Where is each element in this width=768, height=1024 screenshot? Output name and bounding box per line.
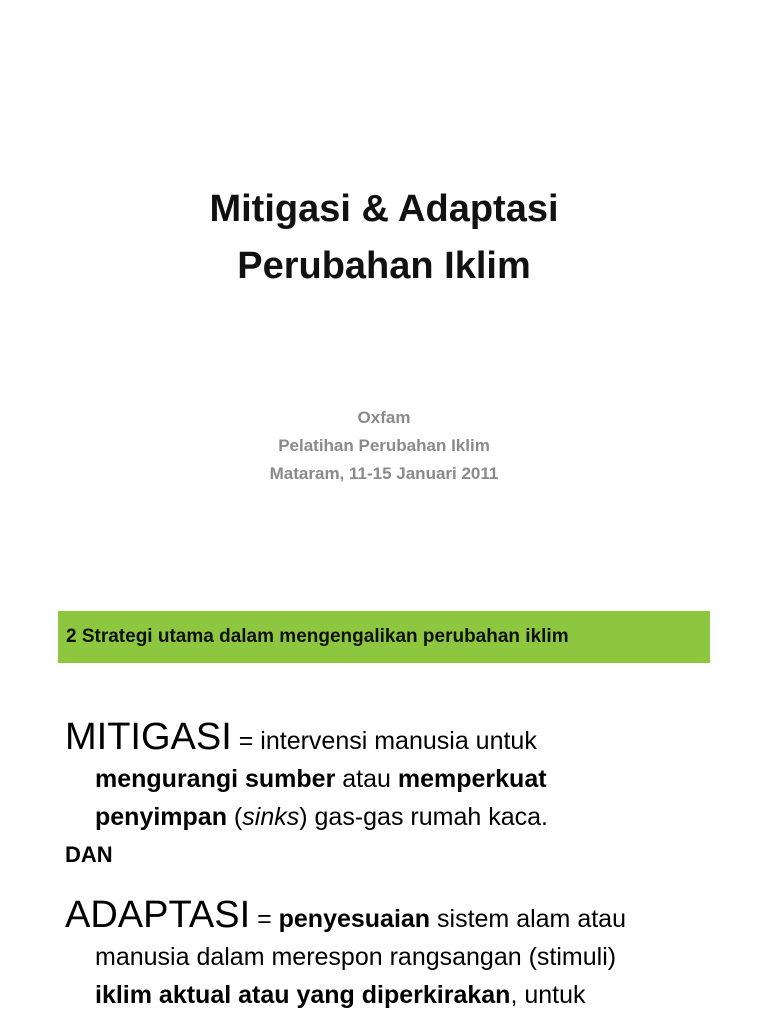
adaptasi-line-2: manusia dalam merespon rangsangan (stimuli)	[95, 943, 617, 971]
adaptasi-bold-1: penyesuaian	[278, 905, 431, 933]
mitigasi-line-2	[65, 760, 705, 798]
mitigasi-tail: ) gas-gas rumah kaca.	[299, 803, 548, 831]
adaptasi-line-3	[65, 976, 705, 1014]
title-line-2: Perubahan Iklim	[237, 245, 531, 287]
dan-label: DAN	[65, 842, 113, 867]
adaptasi-eq: =	[250, 905, 279, 933]
mitigasi-italic: sinks	[242, 803, 300, 831]
banner-text: 2 Strategi utama dalam mengengalikan perubahan iklim	[66, 626, 569, 647]
title-line-1: Mitigasi & Adaptasi	[209, 188, 559, 230]
adaptasi-term: ADAPTASI	[65, 894, 251, 936]
mitigasi-mid-1: atau	[335, 765, 398, 793]
organization: Oxfam	[357, 408, 411, 427]
event-name: Pelatihan Perubahan Iklim	[278, 436, 490, 455]
slide-subtitle	[0, 404, 768, 488]
adaptasi-tail-1: sistem alam atau	[430, 905, 626, 933]
mitigasi-paren-open: (	[226, 803, 243, 831]
mitigasi-bold-1: mengurangi sumber	[95, 765, 336, 793]
place-date: Mataram, 11-15 Januari 2011	[269, 464, 499, 483]
section-banner	[58, 611, 710, 663]
adaptasi-definition	[65, 896, 705, 1014]
slide-title	[0, 181, 768, 295]
adaptasi-bold-2: iklim aktual atau yang diperkirakan	[95, 981, 511, 1009]
mitigasi-line-3	[65, 798, 705, 836]
mitigasi-bold-3: penyimpan	[95, 803, 227, 831]
mitigasi-bold-2: memperkuat	[397, 765, 547, 793]
mitigasi-term: MITIGASI	[65, 716, 232, 758]
mitigasi-eq-text: = intervensi manusia untuk	[231, 727, 537, 755]
mitigasi-definition	[65, 718, 705, 836]
adaptasi-tail-3: , untuk	[510, 981, 586, 1009]
